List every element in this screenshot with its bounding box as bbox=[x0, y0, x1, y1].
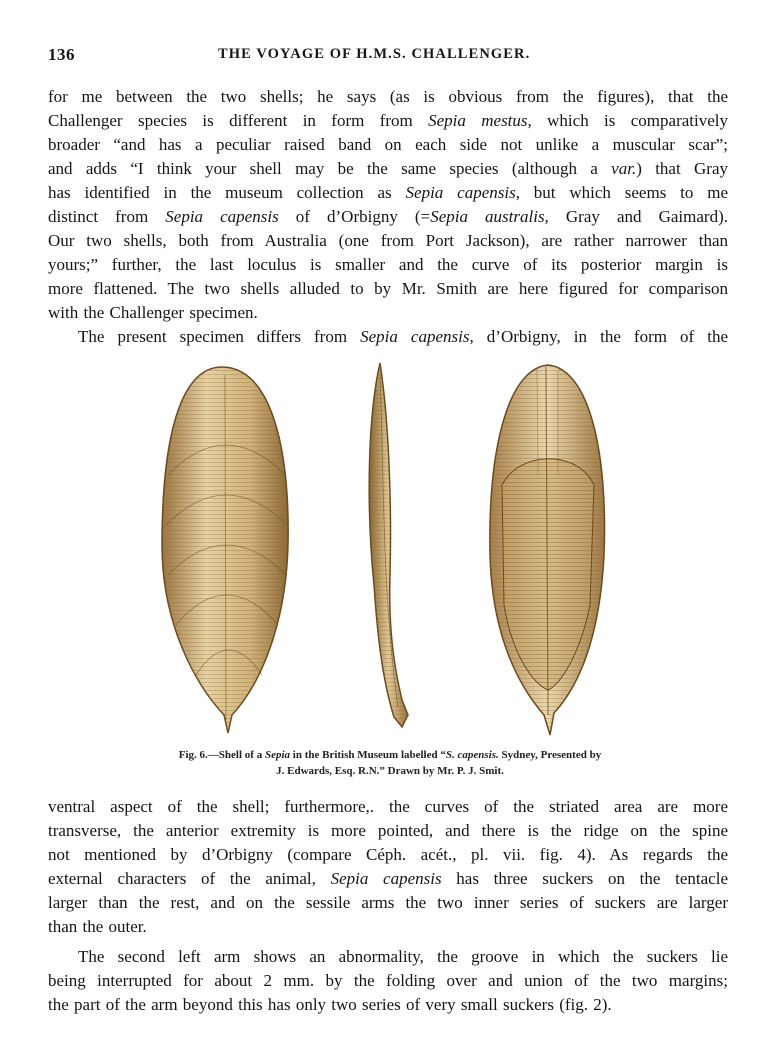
figure-caption bbox=[100, 747, 680, 779]
text-line: than the outer. bbox=[48, 917, 147, 936]
shell-ventral-view bbox=[490, 365, 605, 735]
text-line: Our two shells, both from Australia (one from Port Jackson), are rather narrower than bbox=[48, 231, 728, 250]
body-text-top bbox=[48, 85, 728, 349]
caption-line: Fig. 6.—Shell of a Sepia in the British Museum labelled “S. capensis. Sydney, Presented by bbox=[178, 749, 602, 761]
shell-figure bbox=[140, 355, 640, 745]
page-header bbox=[48, 45, 732, 69]
text-line: transverse, the anterior extremity is more pointed, and there is the ridge on the spine bbox=[48, 821, 728, 840]
text-line: broader “and has a peculiar raised band on each side not unlike a muscular scar”; bbox=[48, 135, 728, 154]
species-name: Sepia capensis bbox=[165, 207, 279, 226]
text-line: more flattened. The two shells alluded to by Mr. Smith are here figured for comparison bbox=[48, 279, 728, 298]
text-line: with the Challenger specimen. bbox=[48, 303, 258, 322]
text-line: yours;” further, the last loculus is smaller and the curve of its posterior margin is bbox=[48, 255, 728, 274]
species-name: Sepia capensis bbox=[330, 869, 442, 888]
shell-dorsal-view bbox=[162, 367, 288, 733]
shell-illustration bbox=[140, 355, 640, 745]
text-line: has identified in the museum collection as Sepia capensis, but which seems to me bbox=[48, 183, 728, 202]
text-line: not mentioned by d’Orbigny (compare Céph. acét., pl. vii. fig. 4). As regards the bbox=[48, 845, 728, 864]
text-line: external characters of the animal, Sepia capensis has three suckers on the tentacle bbox=[48, 869, 728, 888]
text-line: for me between the two shells; he says (as is obvious from the figures), that the bbox=[48, 87, 728, 106]
text-line: being interrupted for about 2 mm. by the folding over and union of the two margins; bbox=[48, 971, 728, 990]
species-name: Sepia mestus, bbox=[428, 111, 532, 130]
text-line: ventral aspect of the shell; furthermore,. the curves of the striated area are more bbox=[48, 797, 728, 816]
body-text-bottom bbox=[48, 795, 728, 1017]
text-line: distinct from Sepia capensis of d’Orbigny (=Sepia australis, Gray and Gaimard). bbox=[48, 207, 728, 226]
caption-line: J. Edwards, Esq. R.N.” Drawn by Mr. P. J. Smit. bbox=[276, 765, 504, 777]
text-line: larger than the rest, and on the sessile arms the two inner series of suckers are larger bbox=[48, 893, 728, 912]
page-number: 136 bbox=[48, 45, 75, 64]
running-title: THE VOYAGE OF H.M.S. CHALLENGER. bbox=[218, 46, 531, 62]
text-line: and adds “I think your shell may be the same species (although a var.) that Gray bbox=[48, 159, 728, 178]
text-line: Challenger species is different in form from Sepia mestus, which is comparatively bbox=[48, 111, 729, 130]
species-name: Sepia australis, bbox=[430, 207, 549, 226]
italic-term: var. bbox=[611, 159, 637, 178]
shell-lateral-view bbox=[369, 363, 408, 727]
text-line: The second left arm shows an abnormality, the groove in which the suckers lie bbox=[78, 947, 728, 966]
species-name: Sepia capensis, bbox=[360, 327, 474, 346]
species-name: Sepia capensis, bbox=[405, 183, 520, 202]
text-line: The present specimen differs from Sepia capensis, d’Orbigny, in the form of the bbox=[78, 327, 728, 346]
text-line: the part of the arm beyond this has only two series of very small suckers (fig. 2). bbox=[48, 995, 612, 1014]
